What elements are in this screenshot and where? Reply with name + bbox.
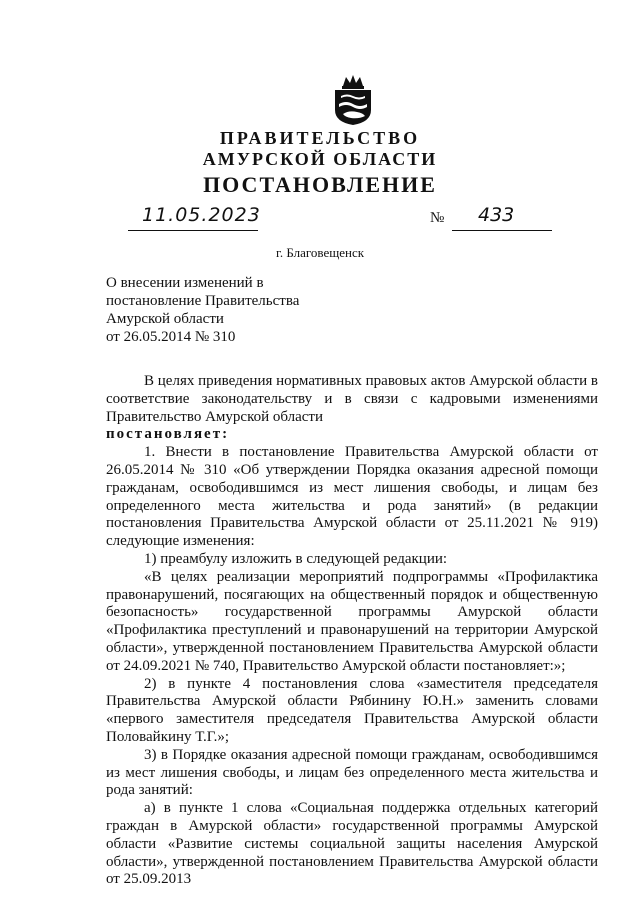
handwritten-number: 433 xyxy=(478,204,515,226)
number-field xyxy=(452,204,552,231)
date-field xyxy=(128,204,261,231)
subitem-2-paragraph: 2) в пункте 4 постановления слова «заместителя председателя Правительства Амурской области Рябинину Ю.Н.» заменить словами «первого заместителя председателя Правительства Амурской области Половайкину Т.Г.»; xyxy=(106,675,598,745)
subject-line: О внесении изменений в xyxy=(106,275,264,291)
quoted-preamble-paragraph: «В целях реализации мероприятий подпрограммы «Профилактика правонарушений, посягающих на общественный порядок и общественную безопасность» государственной программы Амурской области «Профилактика преступлений и правонарушений на территории Амурской области», утвержденной постановлением Правительства Амурской области от 24.09.2021 № 740, Правительство Амурской области постановляет:»; xyxy=(106,568,598,674)
subject-line: Амурской области xyxy=(106,311,224,327)
number-label: № xyxy=(430,210,445,226)
document-subject xyxy=(106,274,299,346)
subject-line: постановление Правительства xyxy=(106,293,300,309)
subitem-3-paragraph: 3) в Порядке оказания адресной помощи гражданам, освободившимся из мест лишения свободы, и лицам без определенного места жительства и рода занятий: xyxy=(106,746,598,799)
organization-region: АМУРСКОЙ ОБЛАСТИ xyxy=(202,149,438,169)
document-type-title: ПОСТАНОВЛЕНИЕ xyxy=(203,172,437,197)
organization-name: ПРАВИТЕЛЬСТВО xyxy=(219,128,421,148)
item-1-paragraph: 1. Внести в постановление Правительства Амурской области от 26.05.2014 № 310 «Об утверждении Порядка оказания адресной помощи гражданам, освободившимся из мест лишения свободы, и лицам без определенного места жительства и рода занятий» (в редакции постановления Правительства Амурской области от 25.11.2021 № 919) следующие изменения: xyxy=(106,444,598,550)
city-name: г. Благовещенск xyxy=(275,245,365,260)
subitem-1-paragraph: 1) преамбулу изложить в следующей редакции: xyxy=(144,550,448,567)
handwritten-date: 11.05.2023 xyxy=(142,204,261,226)
preamble-paragraph: В целях приведения нормативных правовых актов Амурской области в соответствие законодательству и в связи с кадровыми изменениями Правительство Амурской области xyxy=(106,373,598,425)
subject-line: от 26.05.2014 № 310 xyxy=(106,329,236,345)
decree-word: постановляет: xyxy=(106,426,230,443)
subitem-3a-paragraph: а) в пункте 1 слова «Социальная поддержка отдельных категорий граждан в Амурской области» государственной программы Амурской области «Развитие системы социальной защиты населения Амурской области», утвержденной постановлением Правительства Амурской области от 25.09.2013 xyxy=(106,800,598,888)
coat-of-arms-icon xyxy=(331,74,375,126)
document-body xyxy=(106,373,598,889)
